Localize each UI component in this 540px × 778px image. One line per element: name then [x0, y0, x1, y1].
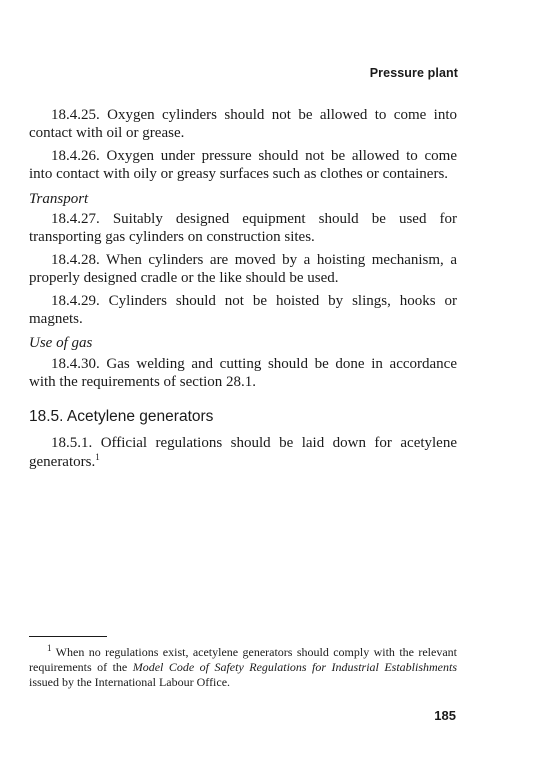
paragraph-18-4-25 [29, 106, 457, 143]
footnote [29, 645, 457, 690]
footnote-mark: 1 [47, 643, 52, 653]
paragraph-number: 18.4.29. [51, 292, 100, 309]
paragraph-number: 18.4.27. [51, 211, 100, 228]
paragraph-text: Oxygen under pressure should not be allowed to come into contact with oily or greasy surfaces such as clothes or containers. [29, 147, 458, 183]
footnote-text: When no regulations exist, acetylene generators should comply with the relevant requirements of the [29, 645, 457, 674]
paragraph-text: When cylinders are moved by a hoisting mechanism, a properly designed cradle or the like should be used. [29, 251, 458, 287]
footnote-divider [29, 636, 107, 637]
paragraph-number: 18.4.25. [51, 107, 100, 123]
footnote-text-end: issued by the International Labour Office. [29, 675, 231, 689]
running-header: Pressure plant [369, 66, 458, 80]
paragraph-18-4-30 [29, 355, 457, 392]
paragraph-text: Cylinders should not be hoisted by slings, hooks or magnets. [29, 292, 457, 328]
footnote-reference: 1 [95, 451, 100, 462]
paragraph-18-4-27 [29, 210, 457, 247]
section-title: 18.5. Acetylene generators [29, 407, 214, 425]
paragraph-number: 18.4.26. [51, 147, 100, 164]
paragraph-18-5-1 [29, 434, 457, 471]
paragraph-text: Gas welding and cutting should be done in accordance with the requirements of section 28.1. [29, 355, 458, 391]
paragraph-text: Oxygen cylinders should not be allowed to come into contact with oil or grease. [29, 107, 457, 142]
paragraph-text: Official regulations should be laid down for acetylene generators. [29, 435, 457, 470]
subheading-use-of-gas: Use of gas [29, 335, 93, 352]
page-number: 185 [434, 708, 456, 723]
paragraph-18-4-28 [29, 251, 457, 288]
body-text [29, 106, 457, 475]
paragraph-number: 18.4.28. [51, 251, 100, 268]
paragraph-number: 18.5.1. [51, 435, 93, 452]
paragraph-number: 18.4.30. [51, 355, 100, 372]
paragraph-18-4-29 [29, 292, 457, 329]
paragraph-18-4-26 [29, 147, 457, 184]
subheading-transport: Transport [29, 190, 89, 207]
footnote-title: Model Code of Safety Regulations for Industrial Establishments [132, 660, 458, 674]
paragraph-text: Suitably designed equipment should be used for transporting gas cylinders on construction sites. [29, 211, 458, 246]
